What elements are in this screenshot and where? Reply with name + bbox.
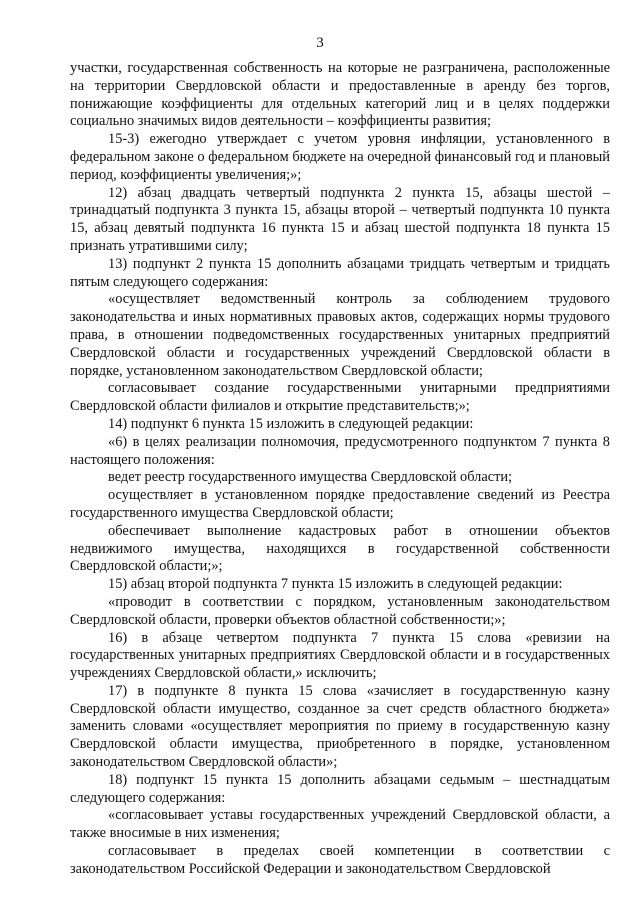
document-paragraph: 17) в подпункте 8 пункта 15 слова «зачисляет в государственную казну Свердловской области имущество, созданное за счет средств областного бюджета» заменить словами «осуществляет мероприятия по приему в государственную казну Свердловской области имущества, приобретенного в порядке, установленном законодательством Свердловской области»; — [70, 682, 610, 771]
document-body — [70, 60, 610, 879]
document-paragraph: согласовывает в пределах своей компетенции в соответствии с законодательством Российской Федерации и законодательством Свердловской — [70, 843, 610, 877]
document-paragraph: согласовывает создание государственными унитарными предприятиями Свердловской области филиалов и открытие представительств;»; — [70, 380, 610, 415]
page-number: 3 — [316, 35, 324, 51]
document-paragraph: «согласовывает уставы государственных учреждений Свердловской области, а также вносимые в них изменения; — [70, 807, 610, 842]
document-paragraph: осуществляет в установленном порядке предоставление сведений из Реестра государственного имущества Свердловской области; — [70, 487, 610, 521]
document-paragraph: участки, государственная собственность на которые не разграничена, расположенные на территории Свердловской области и предоставленные в аренду без торгов, понижающие коэффициенты для отдельных категорий лиц и в целях поддержки социально значимых видов деятельности – коэффициенты развития; — [70, 60, 610, 130]
document-paragraph: 14) подпункт 6 пункта 15 изложить в следующей редакции: — [108, 415, 474, 432]
document-paragraph: 15-3) ежегодно утверждает с учетом уровня инфляции, установленного в федеральном законе о федеральном бюджете на очередной финансовый год и плановый период, коэффициенты увеличения;»; — [70, 131, 610, 183]
document-paragraph: 18) подпункт 15 пункта 15 дополнить абзацами седьмым – шестнадцатым следующего содержания: — [70, 771, 610, 806]
document-paragraph: 13) подпункт 2 пункта 15 дополнить абзацами тридцать четвертым и тридцать пятым следующего содержания: — [70, 255, 610, 290]
document-paragraph: «проводит в соответствии с порядком, установленным законодательством Свердловской области, проверки объектов областной собственности;»; — [70, 593, 610, 628]
document-paragraph: «осуществляет ведомственный контроль за соблюдением трудового законодательства и иных нормативных правовых актов, содержащих нормы трудового права, в отношении подведомственных государственных унитарных предприятий Свердловской области и государственных учреждений Свердловской области в порядке, установленном законодательством Свердловской области; — [70, 291, 610, 379]
document-paragraph: «6) в целях реализации полномочия, предусмотренного подпунктом 7 пункта 8 настоящего положения: — [70, 433, 610, 468]
document-paragraph: 12) абзац двадцать четвертый подпункта 2 пункта 15, абзацы шестой – тринадцатый подпункта 3 пункта 15, абзацы второй – четвертый подпункта 10 пункта 15, абзац девятый подпункта 16 пункта 15 и абзац шестой подпункта 18 пункта 15 признать утратившими силу; — [70, 184, 610, 254]
document-paragraph: 16) в абзаце четвертом подпункта 7 пункта 15 слова «ревизии на государственных унитарных предприятиях Свердловской области и в государственных учреждениях Свердловской области,» исключить; — [70, 629, 610, 682]
document-paragraph: 15) абзац второй подпункта 7 пункта 15 изложить в следующей редакции: — [108, 576, 563, 593]
document-paragraph: обеспечивает выполнение кадастровых работ в отношении объектов недвижимого имущества, находящихся в государственной собственности Свердловской области;»; — [70, 522, 610, 575]
document-paragraph: ведет реестр государственного имущества Свердловской области; — [108, 469, 513, 486]
